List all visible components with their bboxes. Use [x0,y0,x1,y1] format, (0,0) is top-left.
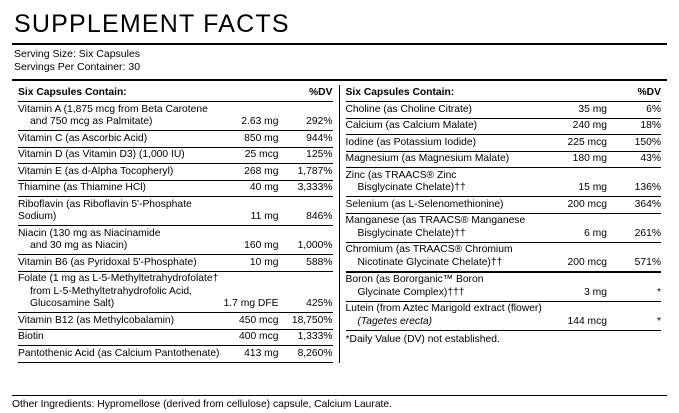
table-row [18,147,333,164]
nutrient-name: Vitamin C (as Ascorbic Acid) [18,131,224,148]
nutrient-amount: 400 mcg [224,329,287,346]
nutrient-name-line2: Bisglycinate Chelate)†† [357,227,466,239]
nutrient-amount: 160 mg [224,226,287,255]
right-column [340,85,668,363]
nutrient-dv: 1,787% [287,164,333,181]
nutrient-name-line2: and 750 mcg as Palmitate) [30,116,153,127]
nutrient-amount: 200 mcg [560,197,615,214]
nutrient-dv: 43% [615,151,661,168]
nutrient-amount: 225 mcg [560,135,615,152]
nutrient-dv: 425% [287,271,333,313]
left-nutrient-table [18,85,333,363]
nutrient-amount: 10 mg [224,255,287,272]
col-header-name: Six Capsules Contain: [346,85,560,102]
nutrient-amount: 450 mcg [224,313,287,330]
nutrient-name: Vitamin B6 (as Pyridoxal 5'-Phosphate) [18,255,224,272]
nutrient-amount: 850 mg [224,131,287,148]
table-row [18,346,333,363]
nutrient-name-line2: and 30 mg as Niacin) [30,240,128,251]
nutrient-dv: 571% [634,256,661,268]
nutrient-dv: * [615,301,661,330]
nutrient-dv: 944% [287,131,333,148]
nutrient-name-line2: Bisglycinate Chelate)†† [357,182,466,193]
nutrient-name: Boron (as Bororganic™ Boron [345,274,484,285]
nutrient-name-line2: (Tagetes erecta) [357,315,433,327]
nutrient-amount: 6 mg [560,213,615,242]
table-row [18,197,333,226]
table-row [346,301,662,330]
nutrient-amount: 15 mg [560,168,615,197]
table-row [18,255,333,272]
other-ingredients-text: Other Ingredients: Hypromellose (derived from cellulose) capsule, Calcium Laurate. [12,399,393,410]
nutrient-columns [12,85,667,363]
nutrient-dv: 18,750% [287,313,333,330]
nutrient-dv: * [615,273,661,302]
nutrient-name: Chromium (as TRAACS® Chromium [345,244,513,255]
nutrient-dv: 136% [615,168,661,197]
servings-per-container: Servings Per Container: 30 [14,61,141,73]
nutrient-name: Zinc (as TRAACS® Zinc [345,169,457,181]
nutrient-amount: 35 mg [560,102,615,119]
nutrient-amount: 144 mcg [563,301,615,330]
table-row [18,180,333,197]
table-row [346,118,662,135]
nutrient-name-line2: from L-5-Methyltetrahydrofolic Acid, [30,285,192,297]
right-nutrient-table [346,85,662,271]
other-ingredients-divider [12,395,667,396]
dv-footnote: *Daily Value (DV) not established. [345,333,500,345]
nutrient-dv: 3,333% [287,180,333,197]
page-title: SUPPLEMENT FACTS [14,10,290,38]
nutrient-name: Vitamin B12 (as Methylcobalamin) [18,313,224,330]
nutrient-amount: 1.7 mg DFE [224,271,287,313]
nutrient-dv: 261% [615,213,661,242]
nutrient-amount: 268 mg [224,164,287,181]
table-row [18,313,333,330]
table-row [346,197,662,214]
nutrient-name: Vitamin A (1,875 mcg from Beta Carotene [18,103,208,115]
nutrient-dv: 6% [615,102,661,119]
nutrient-name: Selenium (as L-Selenomethionine) [346,197,560,214]
nutrient-amount: 40 mg [224,180,287,197]
nutrient-dv: 150% [615,135,661,152]
nutrient-amount: 3 mg [563,273,615,302]
table-row [346,213,662,242]
nutrient-amount: 240 mg [560,118,615,135]
nutrient-name: Vitamin D (as Vitamin D3) (1,000 IU) [18,147,224,164]
col-header-dv: %DV [287,85,333,102]
table-row [346,102,662,119]
right-nutrient-table-lower [346,273,662,331]
col-header-name: Six Capsules Contain: [18,85,224,102]
nutrient-dv: 8,260% [287,346,333,363]
nutrient-name: Pantothenic Acid (as Calcium Pantothenate) [18,346,224,363]
table-row [18,226,333,255]
nutrient-name: Vitamin E (as d-Alpha Tocopheryl) [18,164,224,181]
table-row [346,151,662,168]
table-header-row [346,85,662,102]
serving-divider [12,79,667,81]
nutrient-name: Folate (1 mg as L-5-Methyltetrahydrofolate† [18,273,219,284]
nutrient-dv: 1,333% [287,329,333,346]
title-divider [12,43,667,45]
nutrient-name-line3: Glucosamine Salt) [30,298,115,309]
nutrient-name: Riboflavin (as Riboflavin 5'-Phosphate Sodium) [18,197,224,226]
table-row [18,102,333,131]
col-header-dv: %DV [615,85,661,102]
table-row [18,271,333,313]
nutrient-dv: 846% [287,197,333,226]
table-row [346,273,662,302]
nutrient-name: Thiamine (as Thiamine HCl) [18,180,224,197]
serving-size: Serving Size: Six Capsules [14,48,141,60]
nutrient-name: Niacin (130 mg as Niacinamide [18,227,161,239]
nutrient-amount: 413 mg [224,346,287,363]
nutrient-name: Biotin [18,329,224,346]
nutrient-amount: 200 mcg [567,256,607,268]
nutrient-name-line2: Glycinate Complex)††† [357,286,465,298]
table-row [346,168,662,197]
nutrient-name: Manganese (as TRAACS® Manganese [345,215,526,226]
nutrient-name: Iodine (as Potassium Iodide) [346,135,560,152]
nutrient-dv: 125% [287,147,333,164]
table-header-row [18,85,333,102]
nutrient-name: Lutein (from Aztec Marigold extract (flower) [345,303,542,314]
left-column [12,85,340,363]
table-row [18,329,333,346]
nutrient-dv: 18% [615,118,661,135]
nutrient-amount: 180 mg [560,151,615,168]
nutrient-amount: 11 mg [224,197,287,226]
nutrient-dv: 1,000% [287,226,333,255]
table-row [346,242,662,271]
other-ingredients-section [12,395,667,411]
col-header-amount [224,85,287,102]
nutrient-amount: 25 mcg [224,147,287,164]
nutrient-name: Calcium (as Calcium Malate) [346,118,560,135]
nutrient-dv: 292% [287,102,333,131]
table-row [346,135,662,152]
nutrient-name: Choline (as Choline Citrate) [346,102,560,119]
col-header-amount [560,85,615,102]
nutrient-dv: 588% [287,255,333,272]
nutrient-dv: 364% [615,197,661,214]
table-row [18,131,333,148]
nutrient-name-line2: Nicotinate Glycinate Chelate)†† [357,256,503,268]
nutrient-name: Magnesium (as Magnesium Malate) [346,151,560,168]
nutrient-amount: 2.63 mg [224,102,287,131]
table-row [18,164,333,181]
